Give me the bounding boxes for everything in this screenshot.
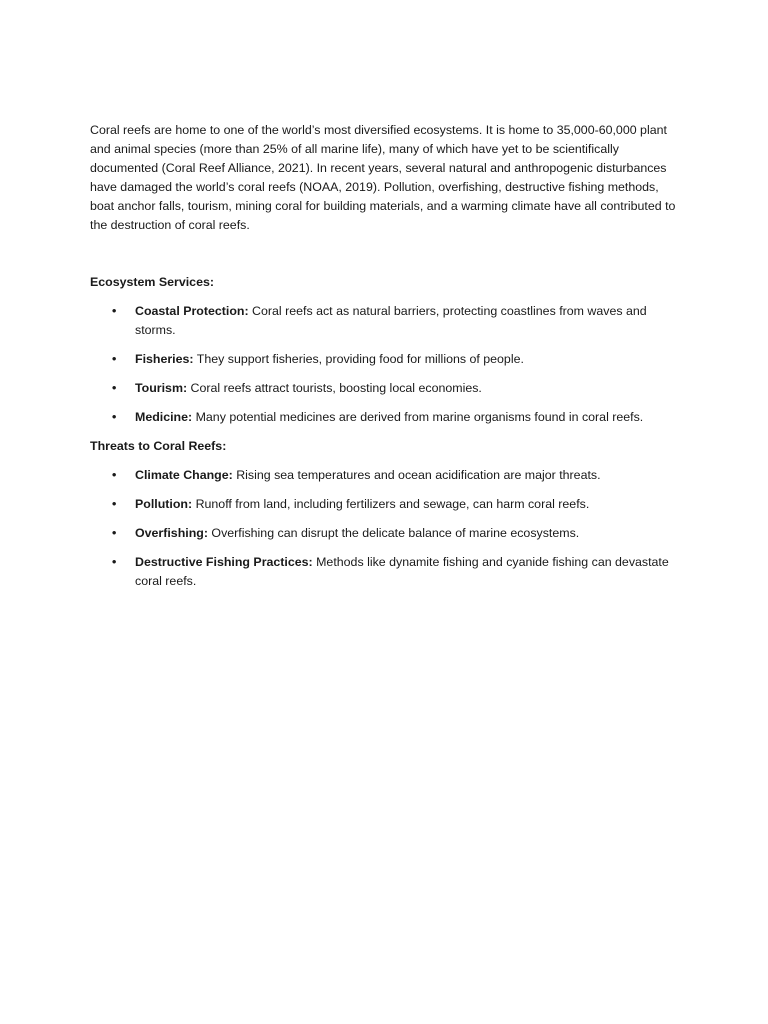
list-item-term: Destructive Fishing Practices:	[135, 555, 313, 569]
list-item-text: Overfishing can disrupt the delicate balance of marine ecosystems.	[207, 526, 580, 540]
bullet-icon: •	[112, 526, 117, 540]
document-page	[90, 121, 682, 601]
list-item-text: Coral reefs act as natural barriers, protecting coastlines from waves and storms.	[135, 304, 647, 337]
list-item	[90, 408, 682, 427]
list-item	[90, 495, 682, 514]
bullet-icon: •	[112, 304, 117, 318]
list-item	[90, 524, 682, 543]
section-heading-ecosystem-services: Ecosystem Services:	[90, 275, 214, 289]
list-item-text: Coral reefs attract tourists, boosting local economies.	[187, 381, 482, 395]
list-item-term: Coastal Protection:	[135, 304, 249, 318]
ecosystem-services-list	[90, 302, 682, 427]
intro-paragraph: Coral reefs are home to one of the world’s most diversified ecosystems. It is home to 35,000-60,000 plant and animal species (more than 25% of all marine life), many of which have yet to be scientifically documented (Coral Reef Alliance, 2021). In recent years, several natural and anthropogenic disturbances have damaged the world’s coral reefs (NOAA, 2019). Pollution, overfishing, destructive fishing methods, boat anchor falls, tourism, mining coral for building materials, and a warming climate have all contributed to the destruction of coral reefs.	[90, 123, 676, 232]
list-item	[90, 553, 682, 591]
bullet-icon: •	[112, 555, 117, 569]
list-item-term: Pollution:	[135, 497, 193, 511]
list-item	[90, 350, 682, 369]
bullet-icon: •	[112, 352, 117, 366]
list-item-term: Overfishing:	[135, 526, 208, 540]
list-item-term: Climate Change:	[135, 468, 233, 482]
threats-list	[90, 466, 682, 591]
list-item-text: They support fisheries, providing food for millions of people.	[193, 352, 524, 366]
list-item	[90, 379, 682, 398]
bullet-icon: •	[112, 497, 117, 511]
bullet-icon: •	[112, 468, 117, 482]
list-item-text: Rising sea temperatures and ocean acidification are major threats.	[232, 468, 601, 482]
list-item-term: Tourism:	[135, 381, 188, 395]
list-item-text: Many potential medicines are derived from marine organisms found in coral reefs.	[192, 410, 644, 424]
list-item-term: Medicine:	[135, 410, 193, 424]
section-heading-threats: Threats to Coral Reefs:	[90, 439, 227, 453]
list-item-term: Fisheries:	[135, 352, 194, 366]
list-item-text: Runoff from land, including fertilizers and sewage, can harm coral reefs.	[192, 497, 590, 511]
list-item-text: Methods like dynamite fishing and cyanide fishing can devastate coral reefs.	[135, 555, 669, 588]
list-item	[90, 302, 682, 340]
bullet-icon: •	[112, 410, 117, 424]
list-item	[90, 466, 682, 485]
bullet-icon: •	[112, 381, 117, 395]
